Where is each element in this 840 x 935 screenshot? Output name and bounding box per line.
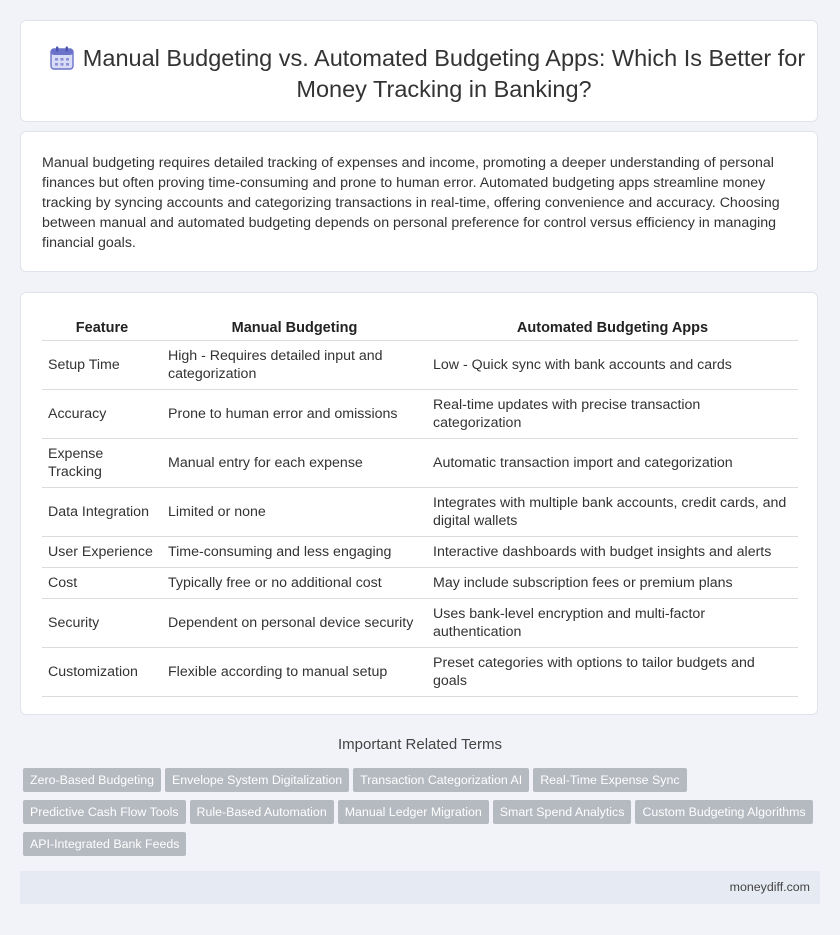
title-card: [20, 20, 818, 122]
manual-cell: Prone to human error and omissions: [162, 390, 427, 439]
automated-cell: Interactive dashboards with budget insights and alerts: [427, 537, 798, 568]
table-row: [42, 568, 798, 599]
related-terms-heading: Important Related Terms: [338, 736, 502, 753]
term-tag[interactable]: Envelope System Digitalization: [165, 768, 349, 792]
table-row: [42, 488, 798, 537]
manual-cell: Limited or none: [162, 488, 427, 537]
manual-cell: Manual entry for each expense: [162, 439, 427, 488]
feature-cell: Security: [42, 599, 162, 648]
manual-cell: Time-consuming and less engaging: [162, 537, 427, 568]
page-title: Manual Budgeting vs. Automated Budgeting Apps: Which Is Better for Money Tracking in Banking?: [82, 45, 806, 102]
term-tag[interactable]: API-Integrated Bank Feeds: [23, 832, 186, 856]
header-automated: Automated Budgeting Apps: [427, 314, 798, 341]
table-row: [42, 599, 798, 648]
manual-cell: Flexible according to manual setup: [162, 648, 427, 697]
table-row: [42, 537, 798, 568]
term-tag[interactable]: Real-Time Expense Sync: [533, 768, 686, 792]
intro-paragraph: Manual budgeting requires detailed tracking of expenses and income, promoting a deeper understanding of personal finances but often proving time-consuming and prone to human error. Automated budgeting apps streamline money tracking by syncing accounts and categorizing transactions in real-time, offering convenience and accuracy. Choosing between manual and automated budgeting depends on personal preference for control versus efficiency in managing financial goals.: [42, 155, 780, 251]
table-header-row: [42, 314, 798, 341]
feature-cell: Expense Tracking: [42, 439, 162, 488]
related-terms-list: [23, 768, 823, 864]
footer: [20, 871, 820, 904]
term-tag[interactable]: Predictive Cash Flow Tools: [23, 800, 186, 824]
feature-cell: User Experience: [42, 537, 162, 568]
automated-cell: Low - Quick sync with bank accounts and cards: [427, 341, 798, 390]
term-tag[interactable]: Custom Budgeting Algorithms: [635, 800, 812, 824]
intro-card: [20, 131, 818, 272]
calendar-icon: [49, 45, 75, 71]
header-manual: Manual Budgeting: [162, 314, 427, 341]
automated-cell: May include subscription fees or premium plans: [427, 568, 798, 599]
manual-cell: Dependent on personal device security: [162, 599, 427, 648]
term-tag[interactable]: Manual Ledger Migration: [338, 800, 489, 824]
automated-cell: Uses bank-level encryption and multi-factor authentication: [427, 599, 798, 648]
feature-cell: Data Integration: [42, 488, 162, 537]
automated-cell: Automatic transaction import and categorization: [427, 439, 798, 488]
manual-cell: High - Requires detailed input and categorization: [162, 341, 427, 390]
term-tag[interactable]: Transaction Categorization AI: [353, 768, 529, 792]
automated-cell: Real-time updates with precise transaction categorization: [427, 390, 798, 439]
table-row: [42, 341, 798, 390]
feature-cell: Accuracy: [42, 390, 162, 439]
header-feature: Feature: [42, 314, 162, 341]
table-row: [42, 648, 798, 697]
automated-cell: Integrates with multiple bank accounts, credit cards, and digital wallets: [427, 488, 798, 537]
comparison-card: [20, 292, 818, 715]
site-name[interactable]: moneydiff.com: [729, 880, 810, 894]
term-tag[interactable]: Zero-Based Budgeting: [23, 768, 161, 792]
comparison-table: [42, 314, 798, 697]
table-row: [42, 390, 798, 439]
feature-cell: Customization: [42, 648, 162, 697]
term-tag[interactable]: Smart Spend Analytics: [493, 800, 632, 824]
feature-cell: Cost: [42, 568, 162, 599]
table-row: [42, 439, 798, 488]
automated-cell: Preset categories with options to tailor budgets and goals: [427, 648, 798, 697]
feature-cell: Setup Time: [42, 341, 162, 390]
manual-cell: Typically free or no additional cost: [162, 568, 427, 599]
term-tag[interactable]: Rule-Based Automation: [190, 800, 334, 824]
